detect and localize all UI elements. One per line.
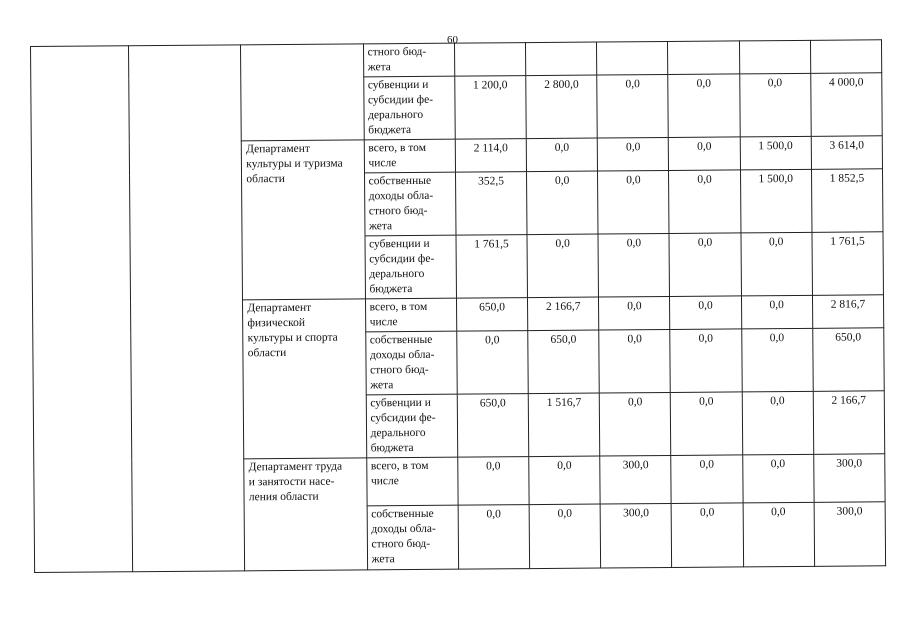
value-cell: 0,0 — [669, 233, 741, 297]
value-cell: 2 816,7 — [812, 295, 884, 329]
value-cell: 0,0 — [529, 504, 601, 569]
value-cell: 0,0 — [672, 503, 744, 568]
department-cell — [241, 44, 364, 141]
indicator-cell: всего, в том числе — [366, 457, 458, 506]
value-cell: 650,0 — [457, 394, 529, 458]
value-cell: 0,0 — [597, 137, 668, 171]
value-cell: 650,0 — [528, 330, 600, 394]
value-cell: 0,0 — [668, 74, 740, 138]
indicator-cell: всего, в том числе — [365, 298, 457, 332]
department-cell: Департамент физической культуры и спорта области — [243, 299, 366, 459]
budget-table-sheet — [30, 39, 886, 573]
value-cell: 0,0 — [458, 457, 530, 506]
value-cell: 0,0 — [743, 502, 815, 567]
indicator-cell: собственные доходы обла- стного бюд- жета — [367, 505, 459, 570]
value-cell: 0,0 — [527, 171, 599, 235]
value-cell: 0,0 — [741, 232, 813, 296]
value-cell: 0,0 — [598, 233, 670, 297]
value-cell: 300,0 — [814, 502, 886, 567]
value-cell — [810, 40, 882, 74]
value-cell: 0,0 — [742, 391, 814, 455]
value-cell: 0,0 — [599, 392, 671, 456]
department-cell: Департамент труда и занятости насе- ления области — [244, 458, 367, 571]
indicator-cell: собственные доходы обла- стного бюд- жета — [364, 172, 456, 236]
value-cell: 300,0 — [600, 455, 672, 504]
value-cell: 300,0 — [600, 503, 672, 568]
value-cell: 1 500,0 — [740, 169, 812, 233]
value-cell — [739, 40, 810, 74]
indicator-cell: субвенции и субсидии фе- дерального бюджета — [363, 76, 455, 140]
value-cell: 650,0 — [812, 328, 884, 392]
value-cell: 0,0 — [598, 170, 670, 234]
program-name-cell — [128, 45, 245, 572]
value-cell: 0,0 — [529, 456, 601, 505]
value-cell: 2 800,0 — [526, 75, 598, 139]
value-cell: 352,5 — [455, 172, 527, 236]
value-cell: 1 516,7 — [528, 393, 600, 457]
value-cell: 300,0 — [813, 454, 885, 503]
value-cell: 0,0 — [526, 138, 597, 172]
value-cell: 0,0 — [458, 505, 530, 570]
value-cell: 0,0 — [670, 329, 742, 393]
value-cell: 1 200,0 — [455, 76, 527, 140]
value-cell: 0,0 — [739, 73, 811, 137]
value-cell: 2 114,0 — [455, 139, 526, 173]
value-cell: 1 761,5 — [456, 235, 528, 299]
value-cell: 0,0 — [670, 296, 741, 330]
indicator-cell: субвенции и субсидии фе- дерального бюджета — [366, 394, 458, 458]
value-cell — [526, 42, 597, 76]
value-cell: 1 852,5 — [811, 169, 883, 233]
value-cell: 0,0 — [671, 392, 743, 456]
value-cell: 0,0 — [671, 455, 743, 504]
page-number: 60 — [447, 34, 458, 46]
value-cell: 0,0 — [599, 296, 670, 330]
value-cell: 2 166,7 — [813, 391, 885, 455]
value-cell: 0,0 — [741, 295, 812, 329]
value-cell — [668, 41, 739, 75]
value-cell: 1 500,0 — [740, 136, 811, 170]
value-cell: 0,0 — [669, 137, 740, 171]
value-cell: 2 166,7 — [528, 297, 599, 331]
value-cell: 1 761,5 — [812, 232, 884, 296]
value-cell: 0,0 — [741, 328, 813, 392]
value-cell — [454, 43, 525, 77]
value-cell: 3 614,0 — [811, 136, 883, 170]
value-cell: 0,0 — [742, 454, 814, 503]
indicator-cell: субвенции и субсидии фе- дерального бюджета — [365, 235, 457, 299]
value-cell: 0,0 — [599, 329, 671, 393]
value-cell: 0,0 — [597, 74, 669, 138]
value-cell: 0,0 — [527, 234, 599, 298]
indicator-cell: собственные доходы обла- стного бюд- жета — [365, 331, 457, 395]
program-number-cell — [31, 46, 133, 573]
department-cell: Департамент культуры и туризма области — [242, 140, 365, 300]
value-cell — [597, 41, 668, 75]
value-cell: 0,0 — [669, 170, 741, 234]
budget-table — [30, 39, 886, 573]
value-cell: 4 000,0 — [810, 73, 882, 137]
value-cell: 0,0 — [457, 331, 529, 395]
indicator-cell: стного бюд- жета — [363, 43, 455, 77]
indicator-cell: всего, в том числе — [364, 139, 456, 173]
value-cell: 650,0 — [456, 298, 527, 332]
